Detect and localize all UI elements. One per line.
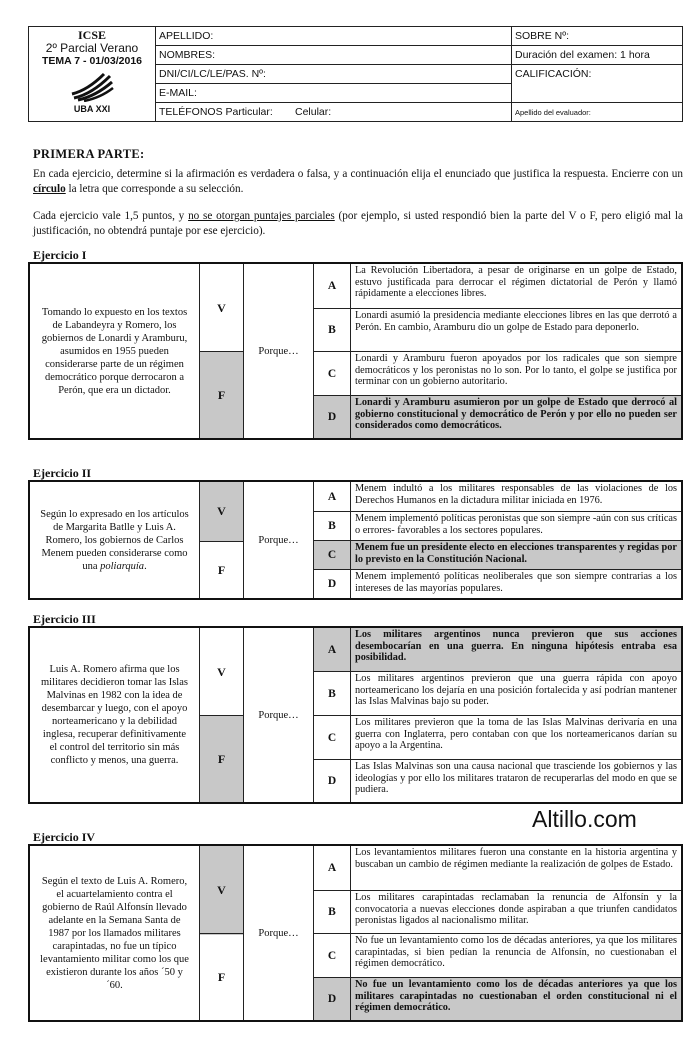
option-text: Menem indultó a los militares responsables de las violaciones de los Derechos Humanos en la dictadura militar iniciada en 1976. xyxy=(355,483,677,506)
instructions-emphasis: no se otorgan puntajes parciales xyxy=(188,210,335,222)
option-letter[interactable]: C xyxy=(314,352,351,395)
option-letter[interactable]: B xyxy=(314,512,351,540)
option-text: Lonardi asumió la presidencia mediante elecciones libres en las que derrotó a Perón. En cambio, Aramburu dio un golpe de Estado para deponerlo. xyxy=(355,310,677,333)
option-letter[interactable]: B xyxy=(314,309,351,351)
option-d[interactable] xyxy=(314,395,681,438)
option-b[interactable] xyxy=(314,890,681,933)
option-text: No fue un levantamiento como los de décadas anteriores ya que los militares carapintadas no cuestionaban el orden constitucional ni el régimen democrático. xyxy=(351,978,681,1020)
false-option[interactable]: F xyxy=(200,933,244,1020)
true-option[interactable]: V xyxy=(200,628,244,717)
option-letter[interactable]: D xyxy=(314,396,351,438)
option-b[interactable] xyxy=(314,671,681,715)
instructions-paragraph-2 xyxy=(33,209,683,238)
porque-label: Porque… xyxy=(244,628,314,802)
exercise-2 xyxy=(28,480,683,600)
instructions-text: (por ejemplo, si usted respondió bien la parte del V o F, pero eligió mal la justificación, no obtendrá puntaje por ese ejercicio). xyxy=(33,210,683,237)
exercise-title: Ejercicio III xyxy=(33,612,96,626)
email-field[interactable]: E-MAIL: xyxy=(156,84,512,103)
option-text: Los militares argentinos previeron que una guerra rápida con apoyo norteamericano los dejaría en una posición fortalecida y así podrían mantener las Islas Malvinas bajo su poder. xyxy=(355,673,677,708)
option-text: Los militares argentinos nunca previeron que sus acciones desembocarían en una guerra. En ninguna hipótesis entraba esa posibilidad. xyxy=(351,628,681,671)
instructions-text: En cada ejercicio, determine si la afirmación es verdadera o falsa, y a continuación elija el enunciado que justifica la respuesta. Encierre con un xyxy=(33,168,683,180)
stem-emphasis: poliarquía xyxy=(100,560,145,572)
option-letter[interactable]: D xyxy=(314,760,351,802)
false-option[interactable]: F xyxy=(200,715,244,802)
exercise-title: Ejercicio II xyxy=(33,466,92,480)
instructions-paragraph-1 xyxy=(33,167,683,196)
option-letter[interactable]: C xyxy=(314,716,351,759)
true-option[interactable]: V xyxy=(200,846,244,935)
option-letter[interactable]: B xyxy=(314,672,351,715)
uba-logo-icon xyxy=(70,72,114,102)
justification-options xyxy=(314,846,681,1020)
option-a[interactable] xyxy=(314,846,681,890)
exam-name: 2º Parcial Verano xyxy=(45,41,139,55)
option-letter[interactable]: A xyxy=(314,482,351,511)
option-d[interactable] xyxy=(314,977,681,1020)
option-letter[interactable]: A xyxy=(314,628,351,671)
true-option[interactable]: V xyxy=(200,482,244,541)
option-text: Los levantamientos militares fueron una constante en la historia argentina y buscaban un cambio de régimen mediante la realización de golpes de Estado. xyxy=(355,847,677,870)
exercise-stem: Según el texto de Luis A. Romero, el acuartelamiento contra el gobierno de Raúl Alfonsín llevado adelante en la Semana Santa de 1987 por los llamados militares carapintadas, no fue un típico levantamiento militar como los que existieron durante los años ´50 y ´60. xyxy=(30,846,200,1020)
option-text: Lonardi y Aramburu fueron apoyados por los radicales que son siempre democráticos y los peronistas no lo son. Por lo tanto, el golpe se justifica por terminar con un gobierno autoritario. xyxy=(355,353,677,388)
institution-block xyxy=(29,27,156,122)
option-letter[interactable]: C xyxy=(314,541,351,569)
option-letter[interactable]: D xyxy=(314,570,351,598)
option-letter[interactable]: D xyxy=(314,978,351,1020)
section-title: PRIMERA PARTE: xyxy=(33,147,145,161)
justification-options xyxy=(314,628,681,802)
exercise-1 xyxy=(28,262,683,440)
exercise-title: Ejercicio I xyxy=(33,248,87,262)
justification-options xyxy=(314,264,681,438)
exam-tema: TEMA 7 - 01/03/2016 xyxy=(42,55,142,67)
porque-label: Porque… xyxy=(244,846,314,1020)
option-text: Menem implementó políticas neoliberales que son siempre contrarias a los intereses de las mayorías populares. xyxy=(355,571,677,594)
option-text: La Revolución Libertadora, a pesar de originarse en un golpe de Estado, estuvo justificada para derrocar el régimen dictatorial de Perón y llamó rápidamente a elecciones libres. xyxy=(355,265,677,300)
watermark: Altillo.com xyxy=(532,806,637,832)
instructions-text: la letra que corresponde a su selección. xyxy=(65,182,244,195)
option-text: Menem implementó políticas peronistas que son siempre -aún con sus críticas o errores- favorables a los sectores populares. xyxy=(355,513,677,536)
option-text: Lonardi y Aramburu asumieron por un golpe de Estado que derrocó al gobierno constitucional y democrático de Perón y por ello no pueden ser considerados como democráticos. xyxy=(351,396,681,438)
logo-text: UBA XXI xyxy=(73,104,111,114)
option-letter[interactable]: C xyxy=(314,934,351,977)
instructions-text: Cada ejercicio vale 1,5 puntos, y xyxy=(33,210,189,222)
calificacion-field[interactable]: CALIFICACIÓN: xyxy=(512,65,683,103)
stem-text: Según lo expresado en los artículos de Margarita Batlle y Luis A. Romero, los gobiernos de Carlos Menem pueden considerarse como una xyxy=(40,508,189,572)
dni-field[interactable]: DNI/CI/LC/LE/PAS. Nº: xyxy=(156,65,512,84)
stem-text: . xyxy=(144,560,147,572)
option-c[interactable] xyxy=(314,933,681,977)
exercise-4 xyxy=(28,844,683,1022)
option-d[interactable] xyxy=(314,759,681,802)
sobre-field[interactable]: SOBRE Nº: xyxy=(512,27,683,46)
option-text: Menem fue un presidente electo en elecciones transparentes y regidas por lo previsto en la Constitución Nacional. xyxy=(351,541,681,569)
option-c[interactable] xyxy=(314,715,681,759)
true-option[interactable]: V xyxy=(200,264,244,353)
option-c[interactable] xyxy=(314,351,681,395)
option-letter[interactable]: B xyxy=(314,891,351,933)
false-option[interactable]: F xyxy=(200,541,244,598)
option-b[interactable] xyxy=(314,511,681,540)
exercise-stem: Luis A. Romero afirma que los militares decidieron tomar las Islas Malvinas en 1982 con la idea de desembarcar y luego, con el apoyo norteamericano y la debilidad inglesa, recuperar definitivamente el control del territorio sin más conflicto y menos, una guerra. xyxy=(30,628,200,802)
false-option[interactable]: F xyxy=(200,351,244,438)
exercise-stem xyxy=(30,482,200,598)
option-b[interactable] xyxy=(314,308,681,351)
instructions-emphasis: círculo xyxy=(33,182,66,195)
duracion-label: Duración del examen: 1 hora xyxy=(512,46,683,65)
celular-field[interactable]: Celular: xyxy=(292,103,512,122)
telefono-field[interactable]: TELÉFONOS Particular: xyxy=(156,103,293,122)
option-text: Los militares carapintadas reclamaban la renuncia de Alfonsín y la convocatoria a nuevas elecciones donde aspiraban a que triunfen candidatos peronistas ligados al nacionalismo militar. xyxy=(355,892,677,927)
option-a[interactable] xyxy=(314,264,681,308)
option-letter[interactable]: A xyxy=(314,264,351,308)
apellido-field[interactable]: APELLIDO: xyxy=(156,27,512,46)
exercise-3 xyxy=(28,626,683,804)
option-a[interactable] xyxy=(314,482,681,511)
justification-options xyxy=(314,482,681,598)
option-c[interactable] xyxy=(314,540,681,569)
option-a[interactable] xyxy=(314,628,681,671)
option-text: No fue un levantamiento como los de décadas anteriores, ya que los militares carapintadas, si bien pedían la renuncia de Alfonsín, no cuestionaban el régimen democrático. xyxy=(355,935,677,970)
option-d[interactable] xyxy=(314,569,681,598)
option-letter[interactable]: A xyxy=(314,846,351,890)
exercise-stem: Tomando lo expuesto en los textos de Labandeyra y Romero, los gobiernos de Lonardi y Aramburu, asumidos en 1955 pueden considerarse parte de un régimen democrático porque derrocaron a Perón, que era un dictador. xyxy=(30,264,200,438)
option-text: Las Islas Malvinas son una causa nacional que trasciende los gobiernos y las ideologías y por ello los militares trataron de recuperarlas del modo en que se pudiera. xyxy=(355,761,677,796)
evaluador-field[interactable]: Apellido del evaluador: xyxy=(512,103,683,122)
exercise-title: Ejercicio IV xyxy=(33,830,96,844)
exam-header xyxy=(28,26,683,122)
porque-label: Porque… xyxy=(244,264,314,438)
option-text: Los militares previeron que la toma de las Islas Malvinas derivaría en una guerra con Inglaterra, pero contaban con que los norteamericanos darían su apoyo a la Argentina. xyxy=(355,717,677,752)
nombres-field[interactable]: NOMBRES: xyxy=(156,46,512,65)
porque-label: Porque… xyxy=(244,482,314,598)
institution-name: ICSE xyxy=(77,28,106,42)
